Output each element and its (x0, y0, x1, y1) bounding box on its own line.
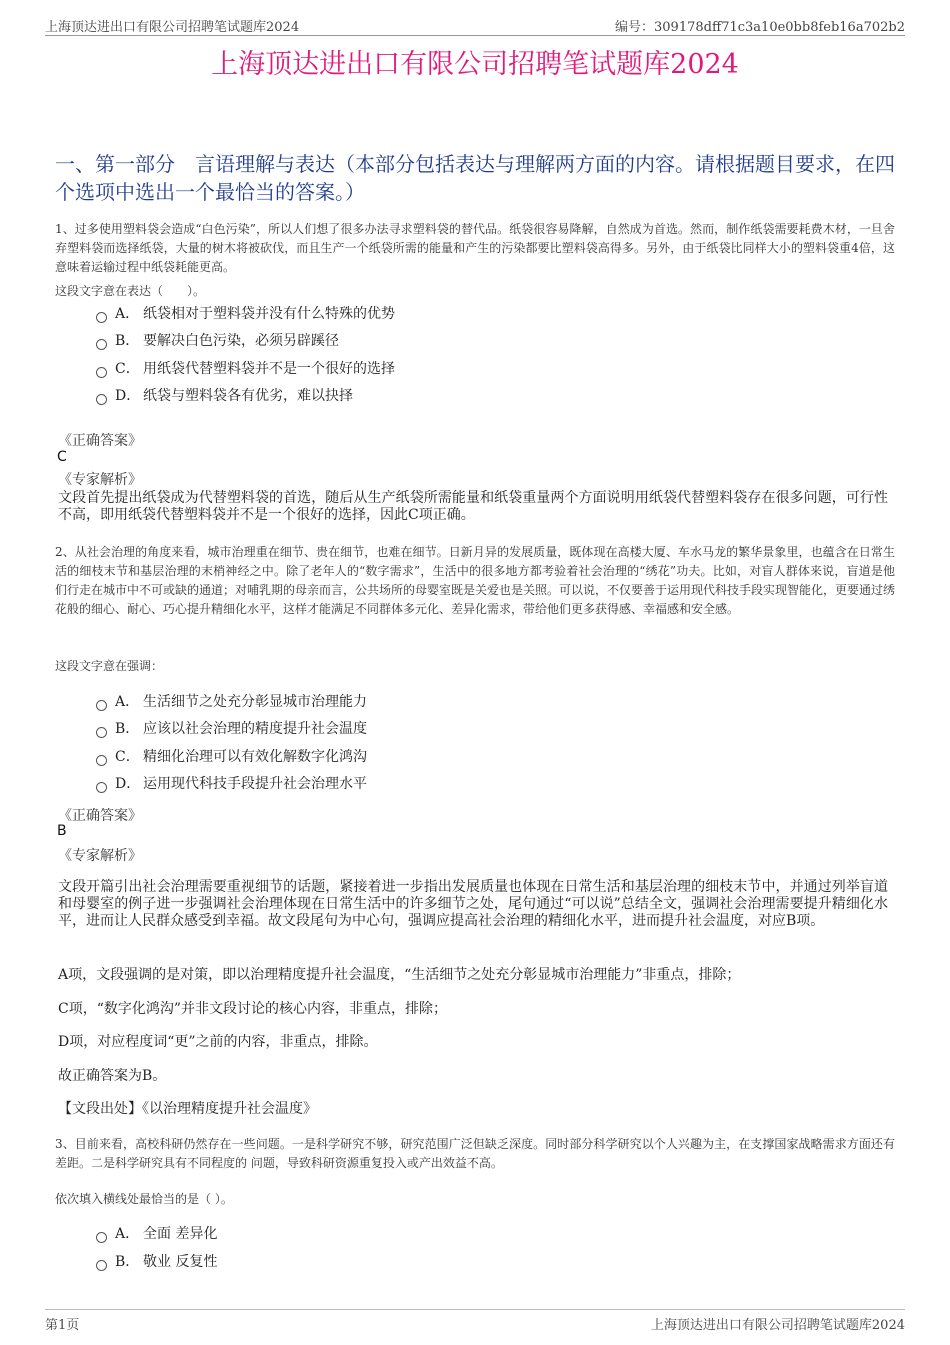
q2-analysis-option-c: C项，“数字化鸿沟”并非文段讨论的核心内容，非重点，排除； (58, 1001, 448, 1017)
option-letter: D． (115, 776, 141, 792)
q2-answer-label: 《正确答案》 (58, 808, 142, 824)
q2-analysis-option-d: D项，对应程度词“更”之前的内容，非重点，排除。 (58, 1034, 378, 1050)
option-letter: A． (115, 694, 140, 710)
option-text: 要解决白色污染，必须另辟蹊径 (143, 333, 339, 349)
option-text: 敬业 反复性 (143, 1254, 218, 1270)
q1-option-b[interactable] (96, 329, 339, 351)
q2-answer: B (57, 823, 67, 839)
radio-icon[interactable] (96, 755, 107, 766)
radio-icon[interactable] (96, 394, 107, 405)
option-letter: A． (115, 306, 140, 322)
option-text: 应该以社会治理的精度提升社会温度 (143, 721, 367, 737)
radio-icon[interactable] (96, 700, 107, 711)
q1-analysis-label: 《专家解析》 (58, 472, 142, 488)
header-left: 上海顶达进出口有限公司招聘笔试题库2024 (45, 20, 300, 35)
header-divider (45, 35, 905, 36)
option-text: 用纸袋代替塑料袋并不是一个很好的选择 (143, 361, 395, 377)
q3-prompt: 依次填入横线处最恰当的是（ ）。 (55, 1192, 233, 1206)
q1-text: 1、过多使用塑料袋会造成“白色污染”，所以人们想了很多办法寻求塑料袋的替代品。纸袋很容易降解，自然成为首选。然而，制作纸袋需要耗费木材，一旦舍弃塑料袋而选择纸袋，大量的树木将被砍伐，而且生产一个纸袋所需的能量和产生的污染都要比塑料袋高得多。另外，由于纸袋比同样大小的塑料袋重4倍，这意味着运输过程中纸袋耗能更高。 (55, 222, 895, 274)
q1-option-c[interactable] (96, 357, 395, 379)
q1-option-d[interactable] (96, 384, 353, 406)
radio-icon[interactable] (96, 312, 107, 323)
footer-divider (45, 1309, 905, 1310)
radio-icon[interactable] (96, 367, 107, 378)
q2-option-c[interactable] (96, 745, 367, 767)
radio-icon[interactable] (96, 782, 107, 793)
q3-option-a[interactable] (96, 1222, 217, 1244)
q2-option-d[interactable] (96, 772, 367, 794)
q2-option-a[interactable] (96, 690, 367, 712)
q2-analysis-label: 《专家解析》 (58, 848, 142, 864)
header-doc-number: 编号：309178dff71c3a10e0bb8feb16a702b2 (615, 20, 905, 35)
option-text: 精细化治理可以有效化解数字化鸿沟 (143, 749, 367, 765)
option-letter: A． (115, 1226, 140, 1242)
q2-prompt: 这段文字意在强调： (55, 659, 164, 673)
section-heading: 一、第一部分 言语理解与表达（本部分包括表达与理解两方面的内容。请根据题目要求，在四个选项中选出一个最恰当的答案。） (55, 152, 895, 204)
q1-option-a[interactable] (96, 302, 395, 324)
option-letter: B． (115, 721, 140, 737)
radio-icon[interactable] (96, 1260, 107, 1271)
radio-icon[interactable] (96, 1232, 107, 1243)
option-letter: C． (115, 361, 140, 377)
option-text: 生活细节之处充分彰显城市治理能力 (143, 694, 367, 710)
radio-icon[interactable] (96, 339, 107, 350)
q3-option-b[interactable] (96, 1250, 217, 1272)
page-number: 第1页 (45, 1318, 80, 1333)
q2-conclusion: 故正确答案为B。 (58, 1068, 167, 1084)
q2-source: 【文段出处】《以治理精度提升社会温度》 (58, 1101, 317, 1117)
radio-icon[interactable] (96, 727, 107, 738)
option-text: 全面 差异化 (143, 1226, 218, 1242)
q1-answer: C (57, 449, 67, 465)
option-letter: D． (115, 388, 141, 404)
option-text: 纸袋相对于塑料袋并没有什么特殊的优势 (143, 306, 395, 322)
option-letter: B． (115, 1254, 140, 1270)
page-title: 上海顶达进出口有限公司招聘笔试题库2024 (211, 49, 739, 80)
q2-analysis-option-a: A项，文段强调的是对策，即以治理精度提升社会温度，“生活细节之处充分彰显城市治理能力”非重点，排除； (58, 967, 741, 983)
option-text: 纸袋与塑料袋各有优劣，难以抉择 (143, 388, 353, 404)
q1-answer-label: 《正确答案》 (58, 433, 142, 449)
option-text: 运用现代科技手段提升社会治理水平 (143, 776, 367, 792)
q3-text: 3、目前来看，高校科研仍然存在一些问题。一是科学研究不够，研究范围广泛但缺乏深度。同时部分科学研究以个人兴趣为主，在支撑国家战略需求方面还有差距。二是科学研究具有不同程度的 问题，导致科研资源重复投入或产出效益不高。 (55, 1137, 895, 1170)
q2-analysis: 文段开篇引出社会治理需要重视细节的话题，紧接着进一步指出发展质量也体现在日常生活和基层治理的细枝末节中，并通过列举盲道和母婴室的例子进一步强调社会治理体现在日常生活中的许多细节之处，尾句通过“可以说”总结全文，强调社会治理需要提升精细化水平，进而让人民群众感受到幸福。故文段尾句为中心句，强调应提高社会治理的精细化水平，进而提升社会温度，对应B项。 (58, 879, 888, 929)
q1-analysis: 文段首先提出纸袋成为代替塑料袋的首选，随后从生产纸袋所需能量和纸袋重量两个方面说明用纸袋代替塑料袋存在很多问题，可行性不高，即用纸袋代替塑料袋并不是一个很好的选择，因此C项正确。 (58, 490, 888, 523)
option-letter: B． (115, 333, 140, 349)
q1-prompt: 这段文字意在表达（ ）。 (55, 284, 206, 298)
q2-text: 2、从社会治理的角度来看，城市治理重在细节、贵在细节，也难在细节。日新月异的发展质量，既体现在高楼大厦、车水马龙的繁华景象里，也蕴含在日常生活的细枝末节和基层治理的末梢神经之中。除了老年人的“数字需求”，生活中的很多地方都考验着社会治理的“绣花”功夫。比如，对盲人群体来说，盲道是他们行走在城市中不可或缺的通道；对哺乳期的母亲而言，公共场所的母婴室既是关爱也是关照。可以说，不仅要善于运用现代科技手段实现智能化，更要通过绣花般的细心、耐心、巧心提升精细化水平，这样才能满足不同群体多元化、差异化需求，带给他们更多获得感、幸福感和安全感。 (55, 545, 896, 616)
option-letter: C． (115, 749, 140, 765)
q2-option-b[interactable] (96, 717, 367, 739)
footer-title: 上海顶达进出口有限公司招聘笔试题库2024 (650, 1318, 905, 1333)
